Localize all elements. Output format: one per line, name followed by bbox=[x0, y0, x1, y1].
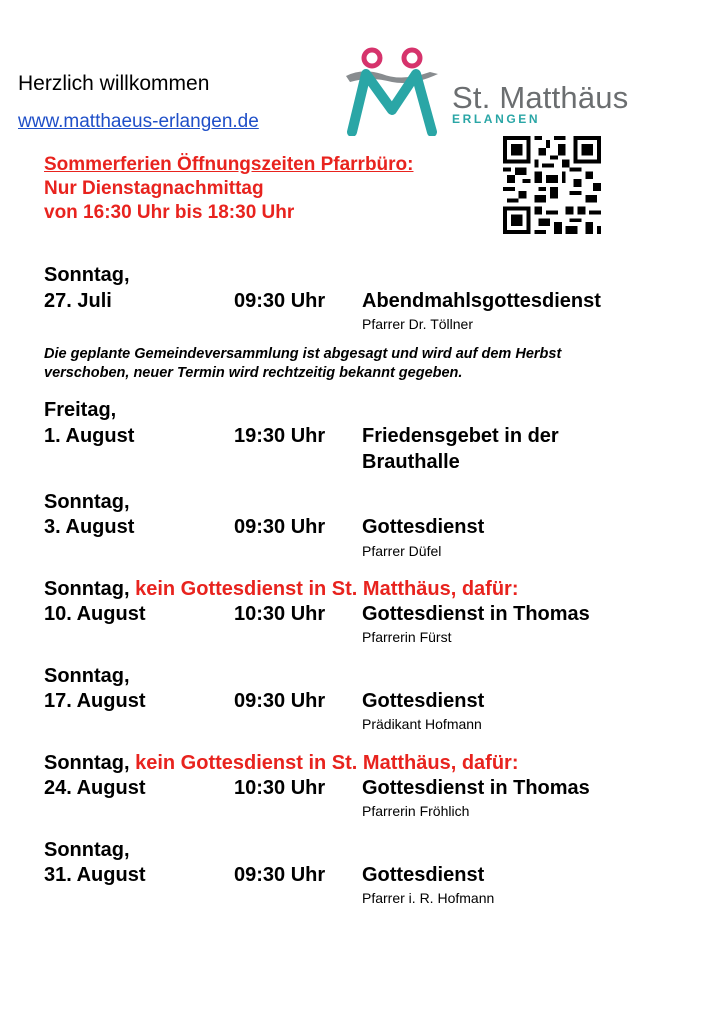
event-5-date: 17. August bbox=[44, 690, 146, 712]
event-6-date: 24. August bbox=[44, 777, 146, 799]
event-7-title: Gottesdienst bbox=[362, 864, 485, 886]
event-2-title: Friedensgebet in der bbox=[362, 425, 559, 447]
event-5-weekday: Sonntag, bbox=[44, 665, 130, 687]
event-4-title: Gottesdienst in Thomas bbox=[362, 603, 590, 625]
event-1-weekday: Sonntag, bbox=[44, 264, 130, 286]
event-1-date: 27. Juli bbox=[44, 290, 112, 312]
event-7-weekday: Sonntag, bbox=[44, 839, 130, 861]
event-2-time: 19:30 Uhr bbox=[234, 425, 326, 447]
event-4-time: 10:30 Uhr bbox=[234, 603, 326, 625]
logo-subtitle: ERLANGEN bbox=[452, 112, 541, 126]
event-6-weekday: Sonntag, bbox=[44, 752, 130, 774]
note-line-2: verschoben, neuer Termin wird rechtzeitig bekannt gegeben. bbox=[44, 365, 463, 381]
event-2-weekday: Freitag, bbox=[44, 399, 117, 421]
event-1-person: Pfarrer Dr. Töllner bbox=[362, 316, 473, 332]
event-5-person: Prädikant Hofmann bbox=[362, 716, 482, 732]
event-4-cancel-notice: kein Gottesdienst in St. Matthäus, dafür: bbox=[129, 578, 519, 600]
event-3-weekday: Sonntag, bbox=[44, 491, 130, 513]
event-7-time: 09:30 Uhr bbox=[234, 864, 326, 886]
event-3-title: Gottesdienst bbox=[362, 516, 485, 538]
event-3-date: 3. August bbox=[44, 516, 135, 538]
assembly-note bbox=[44, 345, 684, 383]
event-5-title: Gottesdienst bbox=[362, 690, 485, 712]
note-line-1: Die geplante Gemeindeversammlung ist abgesagt und wird auf dem Herbst bbox=[44, 346, 562, 362]
event-2-title-line-2: Brauthalle bbox=[362, 451, 460, 473]
event-4-person: Pfarrerin Fürst bbox=[362, 629, 452, 645]
event-6-time: 10:30 Uhr bbox=[234, 777, 326, 799]
event-6-cancel-notice: kein Gottesdienst in St. Matthäus, dafür: bbox=[129, 752, 519, 774]
office-hours-notice bbox=[44, 153, 414, 225]
qr-code-icon[interactable] bbox=[503, 136, 601, 234]
event-6-title: Gottesdienst in Thomas bbox=[362, 777, 590, 799]
event-7-person: Pfarrer i. R. Hofmann bbox=[362, 890, 495, 906]
event-6-person: Pfarrerin Fröhlich bbox=[362, 803, 470, 819]
event-4-header bbox=[44, 578, 518, 601]
event-1-time: 09:30 Uhr bbox=[234, 290, 326, 312]
event-4-weekday: Sonntag, bbox=[44, 578, 130, 600]
event-4-date: 10. August bbox=[44, 603, 146, 625]
logo-name: St. Matthäus bbox=[452, 80, 629, 115]
notice-line-3: von 16:30 Uhr bis 18:30 Uhr bbox=[44, 202, 295, 223]
event-1-title: Abendmahlsgottesdienst bbox=[362, 290, 601, 312]
event-2-date: 1. August bbox=[44, 425, 135, 447]
notice-line-2: Nur Dienstagnachmittag bbox=[44, 178, 264, 199]
event-3-person: Pfarrer Düfel bbox=[362, 543, 442, 559]
event-3-time: 09:30 Uhr bbox=[234, 516, 326, 538]
notice-line-1: Sommerferien Öffnungszeiten Pfarrbüro: bbox=[44, 154, 414, 175]
website-link[interactable]: www.matthaeus-erlangen.de bbox=[18, 111, 259, 132]
event-7-date: 31. August bbox=[44, 864, 146, 886]
event-5-time: 09:30 Uhr bbox=[234, 690, 326, 712]
event-6-header bbox=[44, 752, 518, 775]
welcome-text: Herzlich willkommen bbox=[18, 72, 210, 95]
